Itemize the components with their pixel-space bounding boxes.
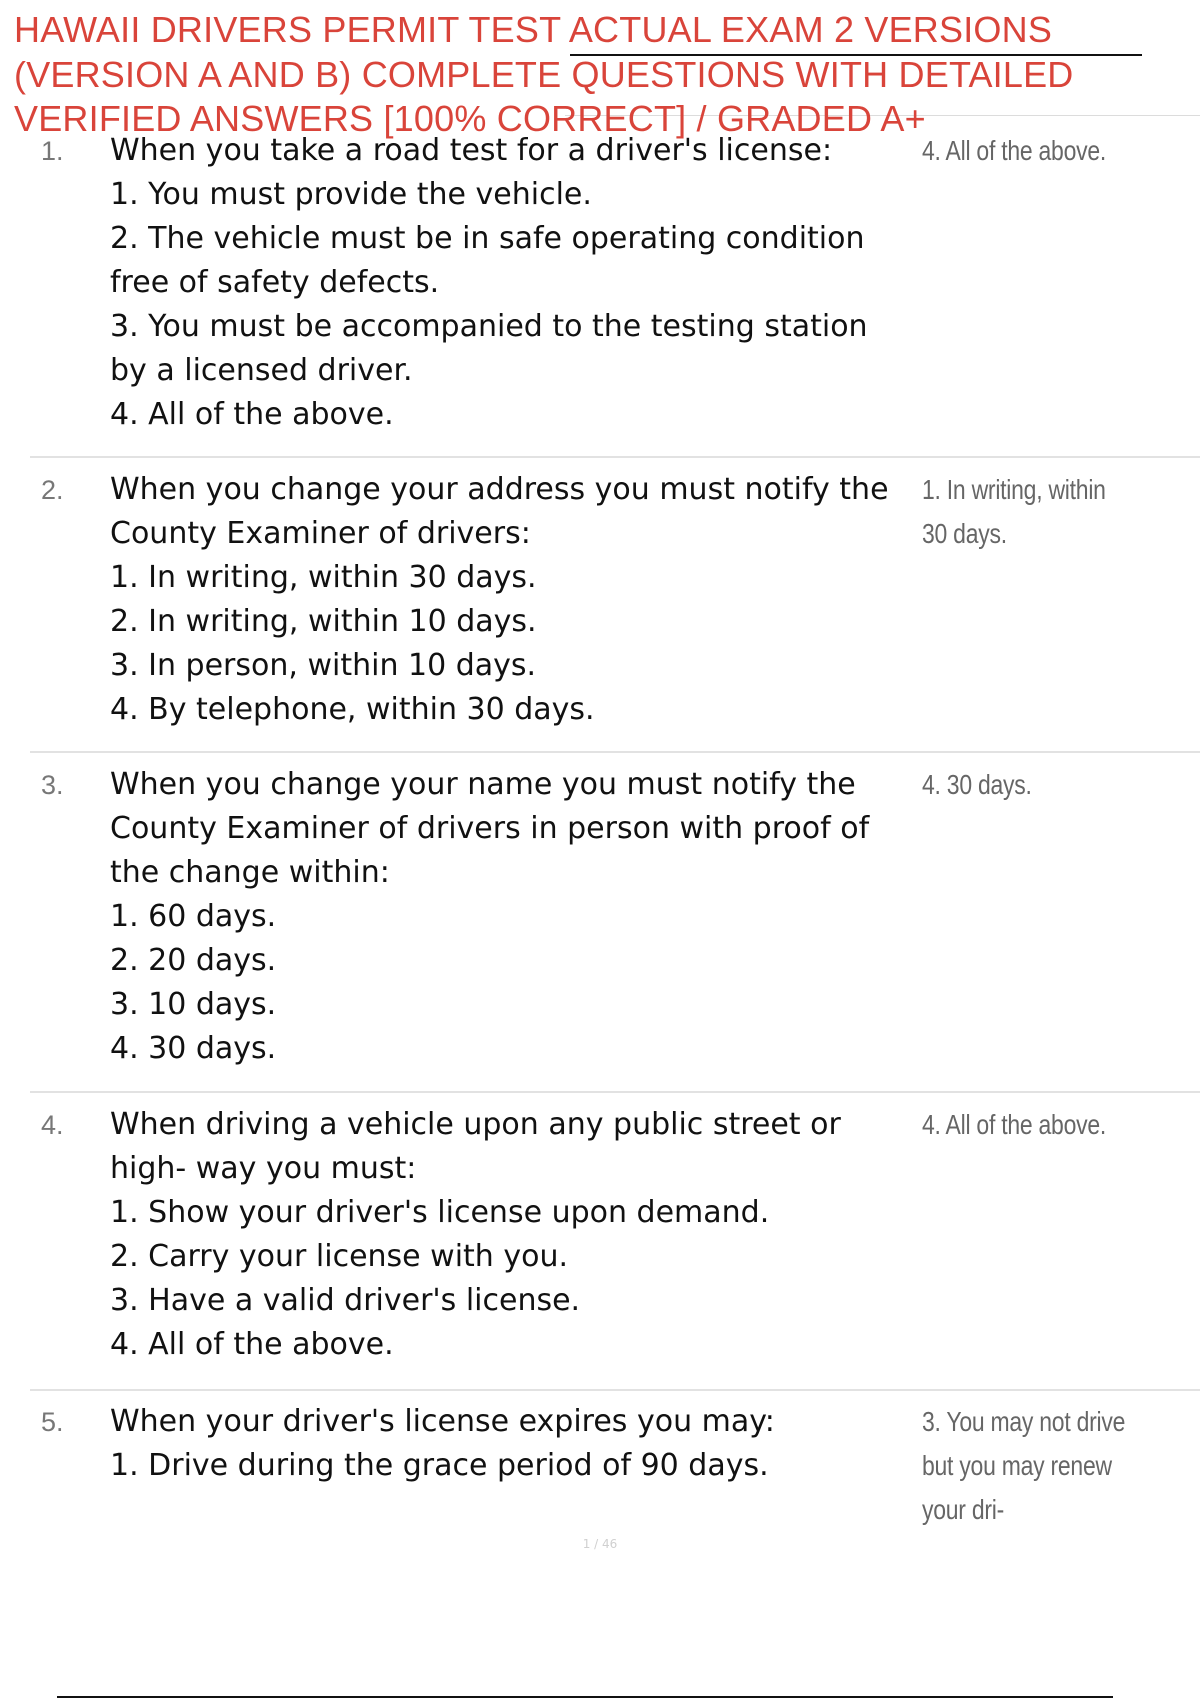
answer-text: 4. 30 days.: [922, 769, 1032, 800]
title-line-3: VERIFIED ANSWERS [100% CORRECT] / GRADED A+: [14, 98, 926, 139]
document-title: [14, 8, 1174, 142]
question-divider: [30, 751, 1200, 753]
question-body: [110, 763, 910, 1071]
option-2: 2. 20 days.: [110, 943, 277, 978]
option-3: 3. In person, within 10 days.: [110, 648, 537, 683]
question-body: [110, 129, 910, 437]
footer-rule: [57, 1696, 1113, 1698]
question-text: When you change your name you must notify the County Examiner of drivers in person with proof of the change within:: [110, 767, 870, 890]
question-body: [110, 1103, 910, 1367]
question-divider: [30, 1091, 1200, 1093]
question-text: When your driver's license expires you may:: [110, 1404, 775, 1439]
answer-text: 1. In writing, within 30 days.: [922, 474, 1106, 549]
option-1: 1. 60 days.: [110, 899, 277, 934]
option-4: 4. 30 days.: [110, 1031, 277, 1066]
option-1: 1. Show your driver's license upon demand.: [110, 1195, 770, 1230]
question-number: 5.: [41, 1407, 64, 1437]
option-3: 3. Have a valid driver's license.: [110, 1283, 581, 1318]
option-4: 4. By telephone, within 30 days.: [110, 692, 595, 727]
option-2: 2. The vehicle must be in safe operating condition free of safety defects.: [110, 221, 865, 300]
option-1: 1. In writing, within 30 days.: [110, 560, 537, 595]
title-line-1: HAWAII DRIVERS PERMIT TEST ACTUAL EXAM 2 VERSIONS: [14, 9, 1053, 50]
option-4: 4. All of the above.: [110, 1327, 394, 1362]
question-number: 3.: [41, 770, 64, 800]
page-number: 1 / 46: [582, 1537, 618, 1551]
question-divider: [30, 1389, 1200, 1391]
question-number: 2.: [41, 475, 64, 505]
option-1: 1. You must provide the vehicle.: [110, 177, 592, 212]
answer-text: 3. You may not drive but you may renew your dri-: [922, 1406, 1126, 1525]
question-body: [110, 1400, 910, 1488]
question-text: When you change your address you must notify the County Examiner of drivers:: [110, 472, 889, 551]
answer-text: 4. All of the above.: [922, 1109, 1107, 1140]
question-number: 4.: [41, 1110, 64, 1140]
option-3: 3. You must be accompanied to the testing station by a licensed driver.: [110, 309, 868, 388]
answer-text: 4. All of the above.: [922, 135, 1107, 166]
question-divider: [30, 456, 1200, 458]
option-1: 1. Drive during the grace period of 90 days.: [110, 1448, 769, 1483]
option-2: 2. In writing, within 10 days.: [110, 604, 537, 639]
question-number: 1.: [41, 136, 64, 166]
option-3: 3. 10 days.: [110, 987, 277, 1022]
option-2: 2. Carry your license with you.: [110, 1239, 569, 1274]
question-text: When you take a road test for a driver's license:: [110, 133, 833, 168]
question-body: [110, 468, 910, 732]
title-line-2: (VERSION A AND B) COMPLETE QUESTIONS WITH DETAILED: [14, 53, 1074, 95]
question-text: When driving a vehicle upon any public street or high- way you must:: [110, 1107, 841, 1186]
option-4: 4. All of the above.: [110, 397, 394, 432]
